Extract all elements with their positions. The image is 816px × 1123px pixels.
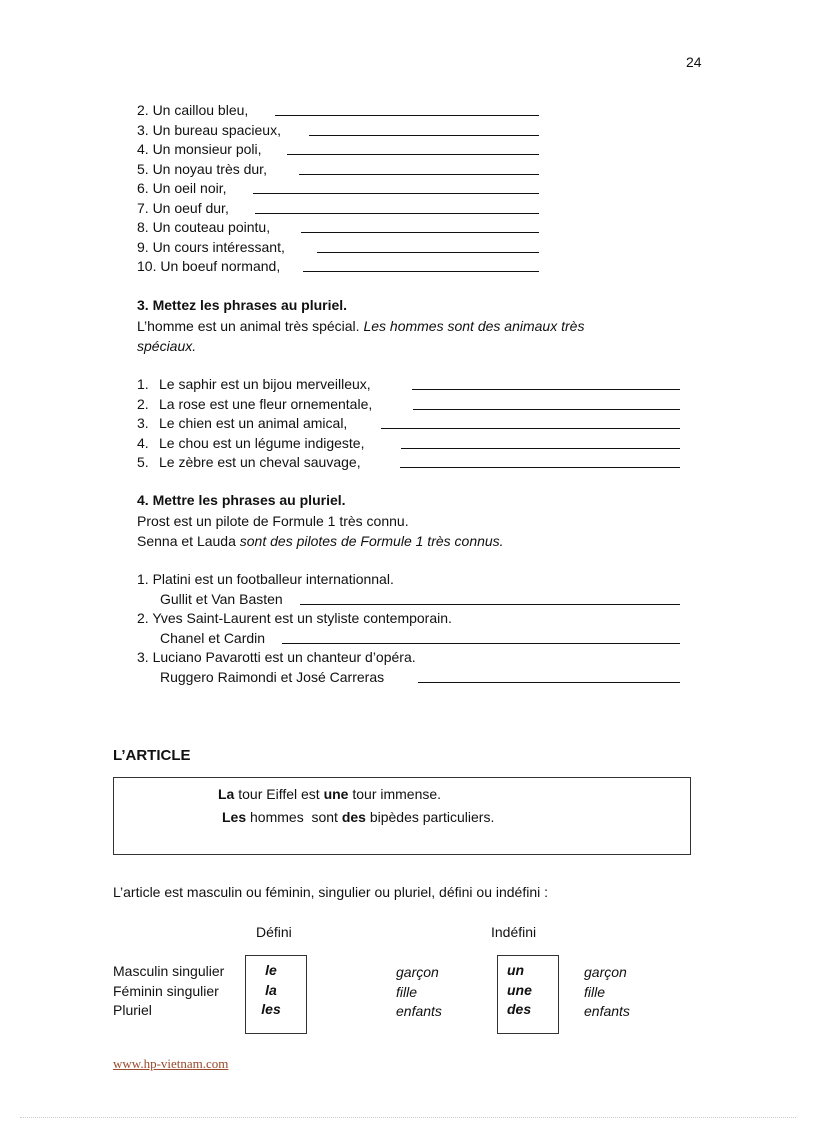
article-heading: [113, 747, 191, 764]
defini-label: Défini: [256, 924, 292, 940]
item-text: 2. Un caillou bleu,: [137, 102, 249, 118]
noun: fille: [396, 983, 418, 1000]
article-word: une: [507, 981, 532, 998]
example-box: [113, 777, 691, 855]
example-answer-continued: spéciaux.: [137, 338, 197, 354]
article-word: une: [323, 786, 349, 802]
heading-text: 4. Mettre les phrases au pluriel.: [137, 492, 346, 508]
example-sentence: Prost est un pilote de Formule 1 très connu.: [137, 513, 409, 529]
item-number: 3.: [137, 415, 149, 431]
item-sentence: 1. Platini est un footballeur internationnal.: [137, 571, 394, 587]
item-prompt: Ruggero Raimondi et José Carreras: [160, 668, 385, 685]
row-label: Féminin singulier: [113, 982, 219, 999]
item-sentence: 2. Yves Saint-Laurent est un styliste contemporain.: [137, 610, 452, 626]
item-text: 3. Un bureau spacieux,: [137, 121, 281, 138]
example-box-line-2: [222, 809, 494, 825]
footer-link[interactable]: www.hp-vietnam.com: [113, 1056, 229, 1071]
article-word: La: [218, 786, 235, 802]
noun: garçon: [396, 964, 439, 980]
list-item: [137, 238, 547, 258]
noun: garçon: [584, 964, 627, 980]
item-text: Le zèbre est un cheval sauvage,: [159, 454, 361, 470]
item-text: 4. Un monsieur poli,: [137, 141, 262, 157]
article-word: des: [341, 809, 366, 825]
example-box-line-1: [218, 786, 441, 802]
item-prompt: Chanel et Cardin: [160, 629, 266, 646]
item-number: 2.: [137, 395, 149, 412]
answer-line[interactable]: [412, 375, 680, 390]
row-labels: [113, 962, 224, 1021]
example-answer: Les hommes sont des animaux très: [363, 318, 585, 334]
item-text: Le chou est un légume indigeste,: [159, 434, 365, 451]
indefini-nouns: [584, 963, 630, 1022]
item-text: 7. Un oeuf dur,: [137, 199, 229, 216]
noun: enfants: [396, 1003, 442, 1019]
list-item: [137, 218, 547, 238]
answer-line[interactable]: [303, 257, 539, 272]
article-intro: L’article est masculin ou féminin, singulier ou pluriel, défini ou indéfini :: [113, 884, 549, 900]
exercise-4-heading: [137, 492, 346, 508]
item-number: 5.: [137, 454, 149, 470]
article-word: la: [265, 981, 277, 998]
answer-line[interactable]: [381, 414, 680, 429]
list-item: [137, 414, 683, 434]
list-item: [137, 160, 547, 180]
list-item: [137, 453, 683, 473]
list-item: [137, 140, 547, 160]
item-text: Le chien est un animal amical,: [159, 415, 348, 431]
list-item: [137, 395, 683, 415]
box-text: hommes sont: [246, 809, 342, 825]
list-item: [137, 648, 683, 687]
list-item: [137, 121, 547, 141]
box-text: tour immense.: [348, 786, 442, 802]
answer-line[interactable]: [300, 590, 680, 605]
article-word: des: [507, 1001, 532, 1017]
row-label: Pluriel: [113, 1002, 152, 1018]
exercise-4-example: [137, 511, 504, 551]
exercise-3-heading: [137, 297, 347, 313]
answer-line[interactable]: [282, 629, 680, 644]
list-item: [137, 434, 683, 454]
item-number: 4.: [137, 434, 149, 451]
list-item: [137, 375, 683, 395]
list-item: [137, 101, 547, 121]
box-text: tour Eiffel est: [234, 786, 324, 802]
answer-line[interactable]: [413, 395, 680, 410]
defini-articles: [241, 961, 301, 1020]
item-number: 1.: [137, 376, 149, 392]
item-text: La rose est une fleur ornementale,: [159, 395, 373, 412]
heading-text: 3. Mettez les phrases au pluriel.: [137, 297, 348, 313]
article-word: le: [265, 962, 277, 978]
answer-line[interactable]: [301, 218, 539, 233]
answer-line[interactable]: [255, 199, 539, 214]
item-text: 10. Un boeuf normand,: [137, 258, 281, 274]
item-text: Le saphir est un bijou merveilleux,: [159, 376, 371, 392]
answer-line[interactable]: [275, 101, 539, 116]
noun: enfants: [584, 1003, 630, 1019]
list-item: [137, 199, 547, 219]
item-text: 6. Un oeil noir,: [137, 180, 227, 196]
example-subject: Senna et Lauda: [137, 533, 236, 549]
exercise-4-list: [137, 570, 683, 687]
answer-line[interactable]: [317, 238, 539, 253]
answer-line[interactable]: [400, 453, 680, 468]
list-item: [137, 257, 547, 277]
footer-divider: [20, 1117, 796, 1118]
item-prompt: Gullit et Van Basten: [160, 590, 283, 607]
box-text: bipèdes particuliers.: [365, 809, 495, 825]
defini-nouns: [396, 963, 442, 1022]
list-item: [137, 570, 683, 609]
item-text: 5. Un noyau très dur,: [137, 160, 267, 177]
article-word: un: [507, 962, 525, 978]
item-text: 8. Un couteau pointu,: [137, 219, 271, 235]
item-text: 9. Un cours intéressant,: [137, 238, 285, 255]
exercise-3-example: [137, 316, 584, 356]
answer-line[interactable]: [253, 179, 539, 194]
indefini-label: Indéfini: [491, 924, 537, 940]
article-word: les: [261, 1001, 281, 1017]
article-word: Les: [222, 809, 247, 825]
list-item: [137, 609, 683, 648]
answer-line[interactable]: [309, 121, 539, 136]
example-answer: sont des pilotes de Formule 1 très connus.: [239, 533, 504, 549]
answer-line[interactable]: [418, 668, 680, 683]
list-item: [137, 179, 547, 199]
answer-line[interactable]: [299, 160, 539, 175]
exercise-3-list: [137, 375, 683, 473]
answer-line[interactable]: [287, 140, 539, 155]
answer-line[interactable]: [401, 434, 680, 449]
heading-text: L’ARTICLE: [113, 747, 191, 764]
page-number: 24: [686, 54, 702, 70]
row-label: Masculin singulier: [113, 963, 225, 979]
exercise-2-list: [137, 101, 547, 277]
example-sentence: L’homme est un animal très spécial.: [137, 318, 360, 334]
item-sentence: 3. Luciano Pavarotti est un chanteur d’opéra.: [137, 649, 416, 665]
noun: fille: [584, 983, 606, 1000]
indefini-articles: [507, 961, 532, 1020]
